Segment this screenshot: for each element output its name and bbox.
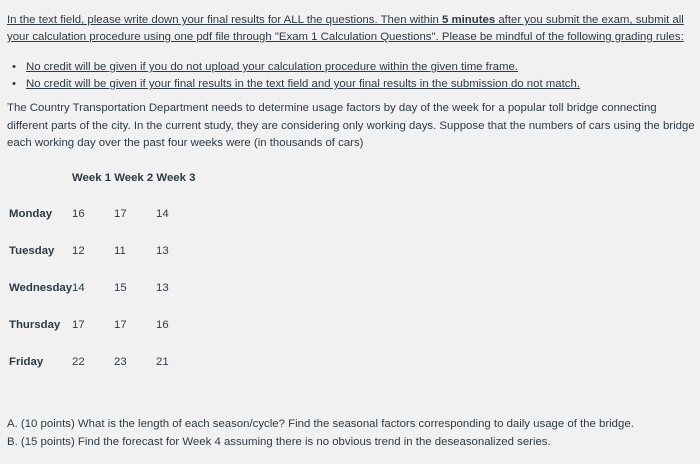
grading-rule-2: • No credit will be given if your final results in the text field and your final results in the submission do not match. bbox=[10, 76, 580, 93]
table-header: Week 1 Week 2 Week 3 bbox=[72, 172, 196, 184]
table-cell: 13 bbox=[156, 245, 169, 257]
instructions-text-1: In the text field, please write down your final results for ALL the questions. Then within bbox=[7, 14, 442, 26]
table-cell: 17 bbox=[72, 319, 85, 331]
row-label-wednesday: Wednesday bbox=[9, 282, 73, 294]
table-cell: 14 bbox=[156, 208, 169, 220]
grading-rule-1: • No credit will be given if you do not upload your calculation procedure within the given time frame. bbox=[10, 59, 580, 76]
questions-block bbox=[7, 415, 695, 451]
instructions-paragraph bbox=[7, 12, 695, 46]
table-cell: 15 bbox=[114, 282, 127, 294]
instructions-text-2: after you submit the exam, submit all your calculation procedure using one pdf file through "Exam 1 Calculation Questions". Please be mindful of the following grading rules: bbox=[7, 14, 684, 43]
row-label-friday: Friday bbox=[9, 356, 44, 368]
table-cell: 17 bbox=[114, 319, 127, 331]
table-cell: 14 bbox=[72, 282, 85, 294]
table-cell: 22 bbox=[72, 356, 85, 368]
question-a: A. (10 points) What is the length of each season/cycle? Find the seasonal factors corresponding to daily usage of the bridge. bbox=[7, 418, 634, 430]
question-b: B. (15 points) Find the forecast for Week 4 assuming there is no obvious trend in the deseasonalized series. bbox=[7, 436, 551, 448]
row-label-thursday: Thursday bbox=[9, 319, 61, 331]
table-cell: 17 bbox=[114, 208, 127, 220]
time-limit-text: 5 minutes bbox=[442, 14, 496, 26]
problem-statement: The Country Transportation Department needs to determine usage factors by day of the week for a popular toll bridge connecting different parts of the city. In the current study, they are considering only working days. Suppose that the numbers of cars using the bridge each working day over the past four weeks were (in thousands of cars) bbox=[7, 102, 695, 149]
table-cell: 21 bbox=[156, 356, 169, 368]
table-cell: 16 bbox=[72, 208, 85, 220]
table-cell: 23 bbox=[114, 356, 127, 368]
grading-rules-list bbox=[10, 59, 580, 93]
row-label-monday: Monday bbox=[9, 208, 53, 220]
table-cell: 13 bbox=[156, 282, 169, 294]
table-cell: 16 bbox=[156, 319, 169, 331]
table-cell: 12 bbox=[72, 245, 85, 257]
table-cell: 11 bbox=[114, 245, 126, 257]
row-label-tuesday: Tuesday bbox=[9, 245, 55, 257]
